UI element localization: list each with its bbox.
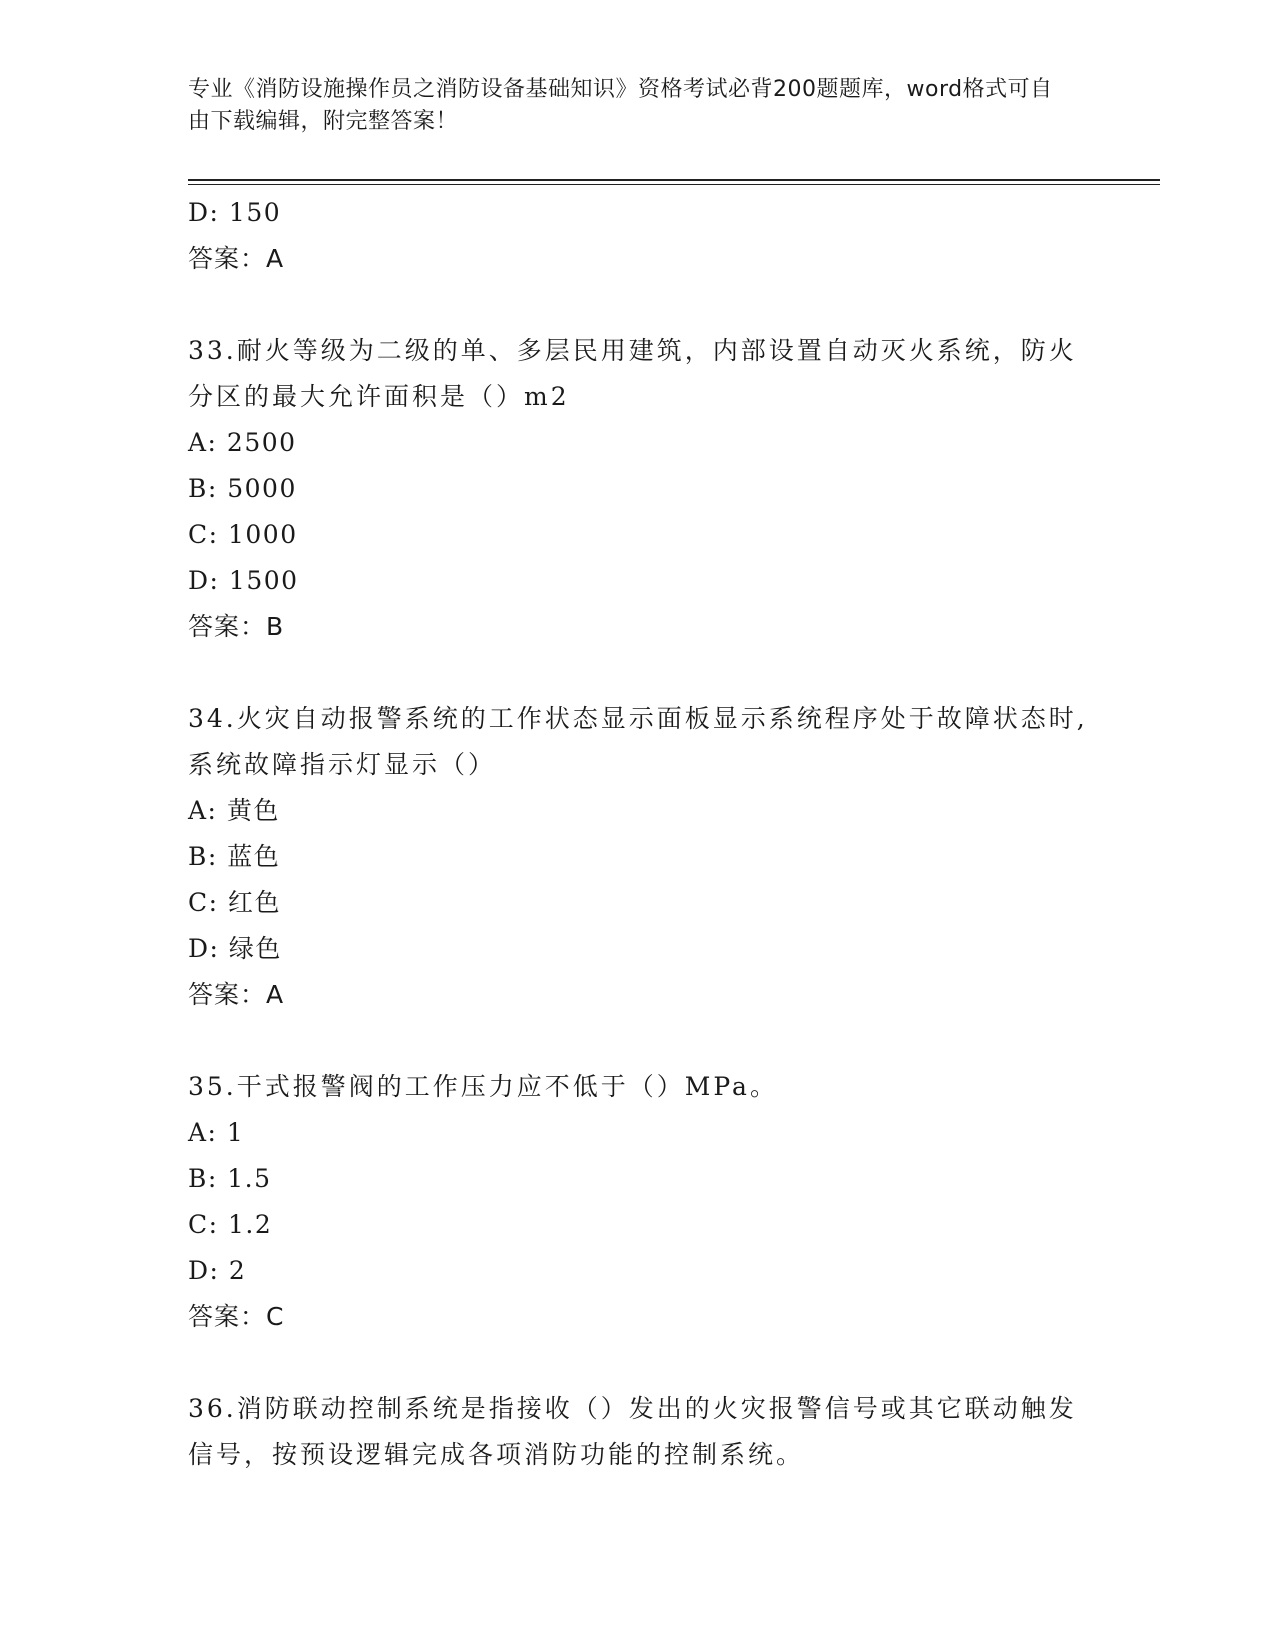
question-text: 35.干式报警阀的工作压力应不低于（）MPa。: [188, 1072, 778, 1101]
question-block-36: [188, 1386, 1088, 1478]
option-c: C: 1000: [188, 520, 298, 549]
question-text: 34.火灾自动报警系统的工作状态显示面板显示系统程序处于故障状态时,系统故障指示灯显示（）: [188, 704, 1088, 779]
answer-line: 答案：A: [188, 980, 285, 1009]
option-c: C: 1.2: [188, 1210, 273, 1239]
question-list: [188, 190, 1088, 1478]
page-header: 专业《消防设施操作员之消防设备基础知识》资格考试必背200题题库，word格式可自由下载编辑，附完整答案！: [188, 77, 1053, 134]
option-d: D: 2: [188, 1256, 247, 1285]
question-block-35: [188, 1064, 1088, 1340]
option-a: A: 黄色: [188, 796, 280, 825]
option-a: A: 2500: [188, 428, 297, 457]
option-a: A: 1: [188, 1118, 245, 1147]
option-b: B: 蓝色: [188, 842, 281, 871]
option-d: D: 1500: [188, 566, 299, 595]
option-b: B: 1.5: [188, 1164, 272, 1193]
option-c: C: 红色: [188, 888, 281, 917]
header-rule-thin: [188, 184, 1160, 185]
question-text: 36.消防联动控制系统是指接收（）发出的火灾报警信号或其它联动触发信号，按预设逻辑完成各项消防功能的控制系统。: [188, 1394, 1077, 1469]
answer-line: 答案：C: [188, 1302, 285, 1331]
option-b: B: 5000: [188, 474, 297, 503]
option-d: D: 150: [188, 198, 282, 227]
option-d: D: 绿色: [188, 934, 282, 963]
question-block-33: [188, 328, 1088, 650]
answer-line: 答案：B: [188, 612, 285, 641]
answer-line: 答案：A: [188, 244, 285, 273]
header-rule-thick: [188, 179, 1160, 181]
question-block-34: [188, 696, 1088, 1018]
question-text: 33.耐火等级为二级的单、多层民用建筑，内部设置自动灭火系统，防火分区的最大允许面积是（）m2: [188, 336, 1077, 411]
